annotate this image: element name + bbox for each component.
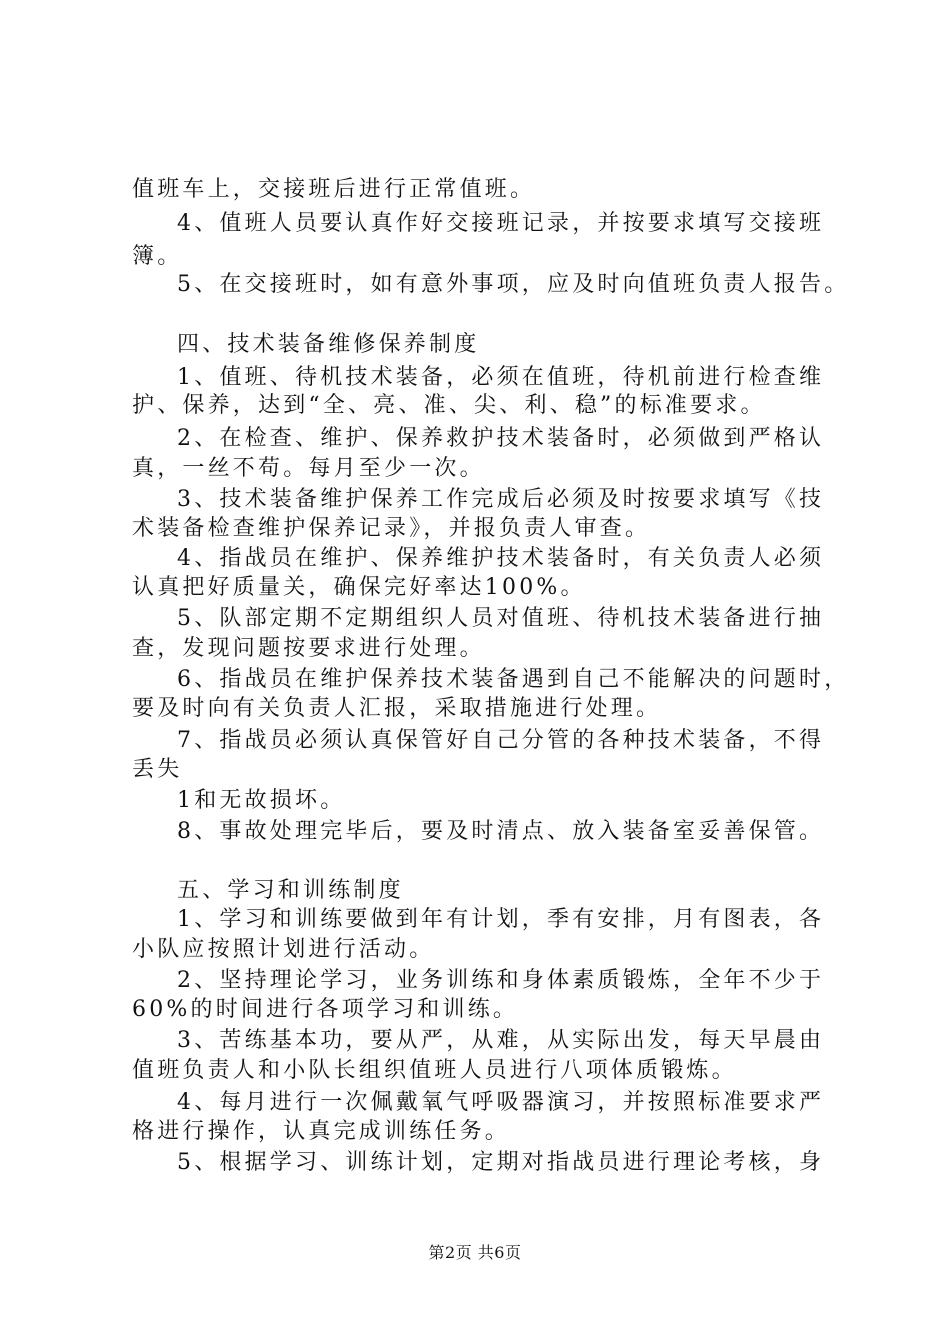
text-line: 要及时向有关负责人汇报，采取措施进行处理。 xyxy=(132,696,662,721)
page-number: 第2页 共6页 xyxy=(428,1243,522,1262)
text-line: 簿。 xyxy=(132,244,183,269)
text-line: 护、保养，达到“全、亮、准、尖、利、稳”的标准要求。 xyxy=(132,393,766,418)
text-line: 1、值班、待机技术装备，必须在值班，待机前进行检查维 xyxy=(177,365,825,390)
text-line: 5、队部定期不定期组织人员对值班、待机技术装备进行抽 xyxy=(177,606,825,631)
text-line: 真，一丝不苟。每月至少一次。 xyxy=(132,456,485,481)
text-line: 4、每月进行一次佩戴氧气呼吸器演习，并按照标准要求严 xyxy=(177,1090,825,1115)
section-heading: 四、技术装备维修保养制度 xyxy=(177,332,480,357)
text-line: 值班车上，交接班后进行正常值班。 xyxy=(132,177,536,202)
text-line: 值班负责人和小队长组织值班人员进行八项体质锻炼。 xyxy=(132,1058,737,1083)
text-line: 格进行操作，认真完成训练任务。 xyxy=(132,1119,511,1144)
text-line: 60%的时间进行各项学习和训练。 xyxy=(132,997,519,1022)
text-line: 5、根据学习、训练计划，定期对指战员进行理论考核，身 xyxy=(177,1150,825,1175)
text-line: 认真把好质量关，确保完好率达100%。 xyxy=(132,575,586,600)
text-line: 4、指战员在维护、保养维护技术装备时，有关负责人必须 xyxy=(177,546,825,571)
text-line: 4、值班人员要认真作好交接班记录，并按要求填写交接班 xyxy=(177,211,825,236)
text-line: 丢失 xyxy=(132,757,183,782)
text-line: 小队应按照计划进行活动。 xyxy=(132,937,435,962)
section-heading: 五、学习和训练制度 xyxy=(177,878,404,903)
text-line: 1、学习和训练要做到年有计划，季有安排，月有图表，各 xyxy=(177,907,825,932)
text-line: 2、在检查、维护、保养救护技术装备时，必须做到严格认 xyxy=(177,426,825,451)
text-line: 3、苦练基本功，要从严，从难，从实际出发，每天早晨由 xyxy=(177,1028,825,1053)
text-line: 查，发现问题按要求进行处理。 xyxy=(132,636,485,661)
text-line: 1和无故损坏。 xyxy=(177,788,346,813)
text-line: 8、事故处理完毕后，要及时清点、放入装备室妥善保管。 xyxy=(177,819,825,844)
text-line: 3、技术装备维护保养工作完成后必须及时按要求填写《技 xyxy=(177,487,825,512)
text-line: 6、指战员在维护保养技术装备遇到自己不能解决的问题时， xyxy=(177,667,850,692)
text-line: 术装备检查维护保养记录》，并报负责人审查。 xyxy=(132,516,651,541)
text-line: 5、在交接班时，如有意外事项，应及时向值班负责人报告。 xyxy=(177,272,850,297)
text-line: 2、坚持理论学习，业务训练和身体素质锻炼，全年不少于 xyxy=(177,968,825,993)
text-line: 7、指战员必须认真保管好自己分管的各种技术装备，不得 xyxy=(177,728,825,753)
